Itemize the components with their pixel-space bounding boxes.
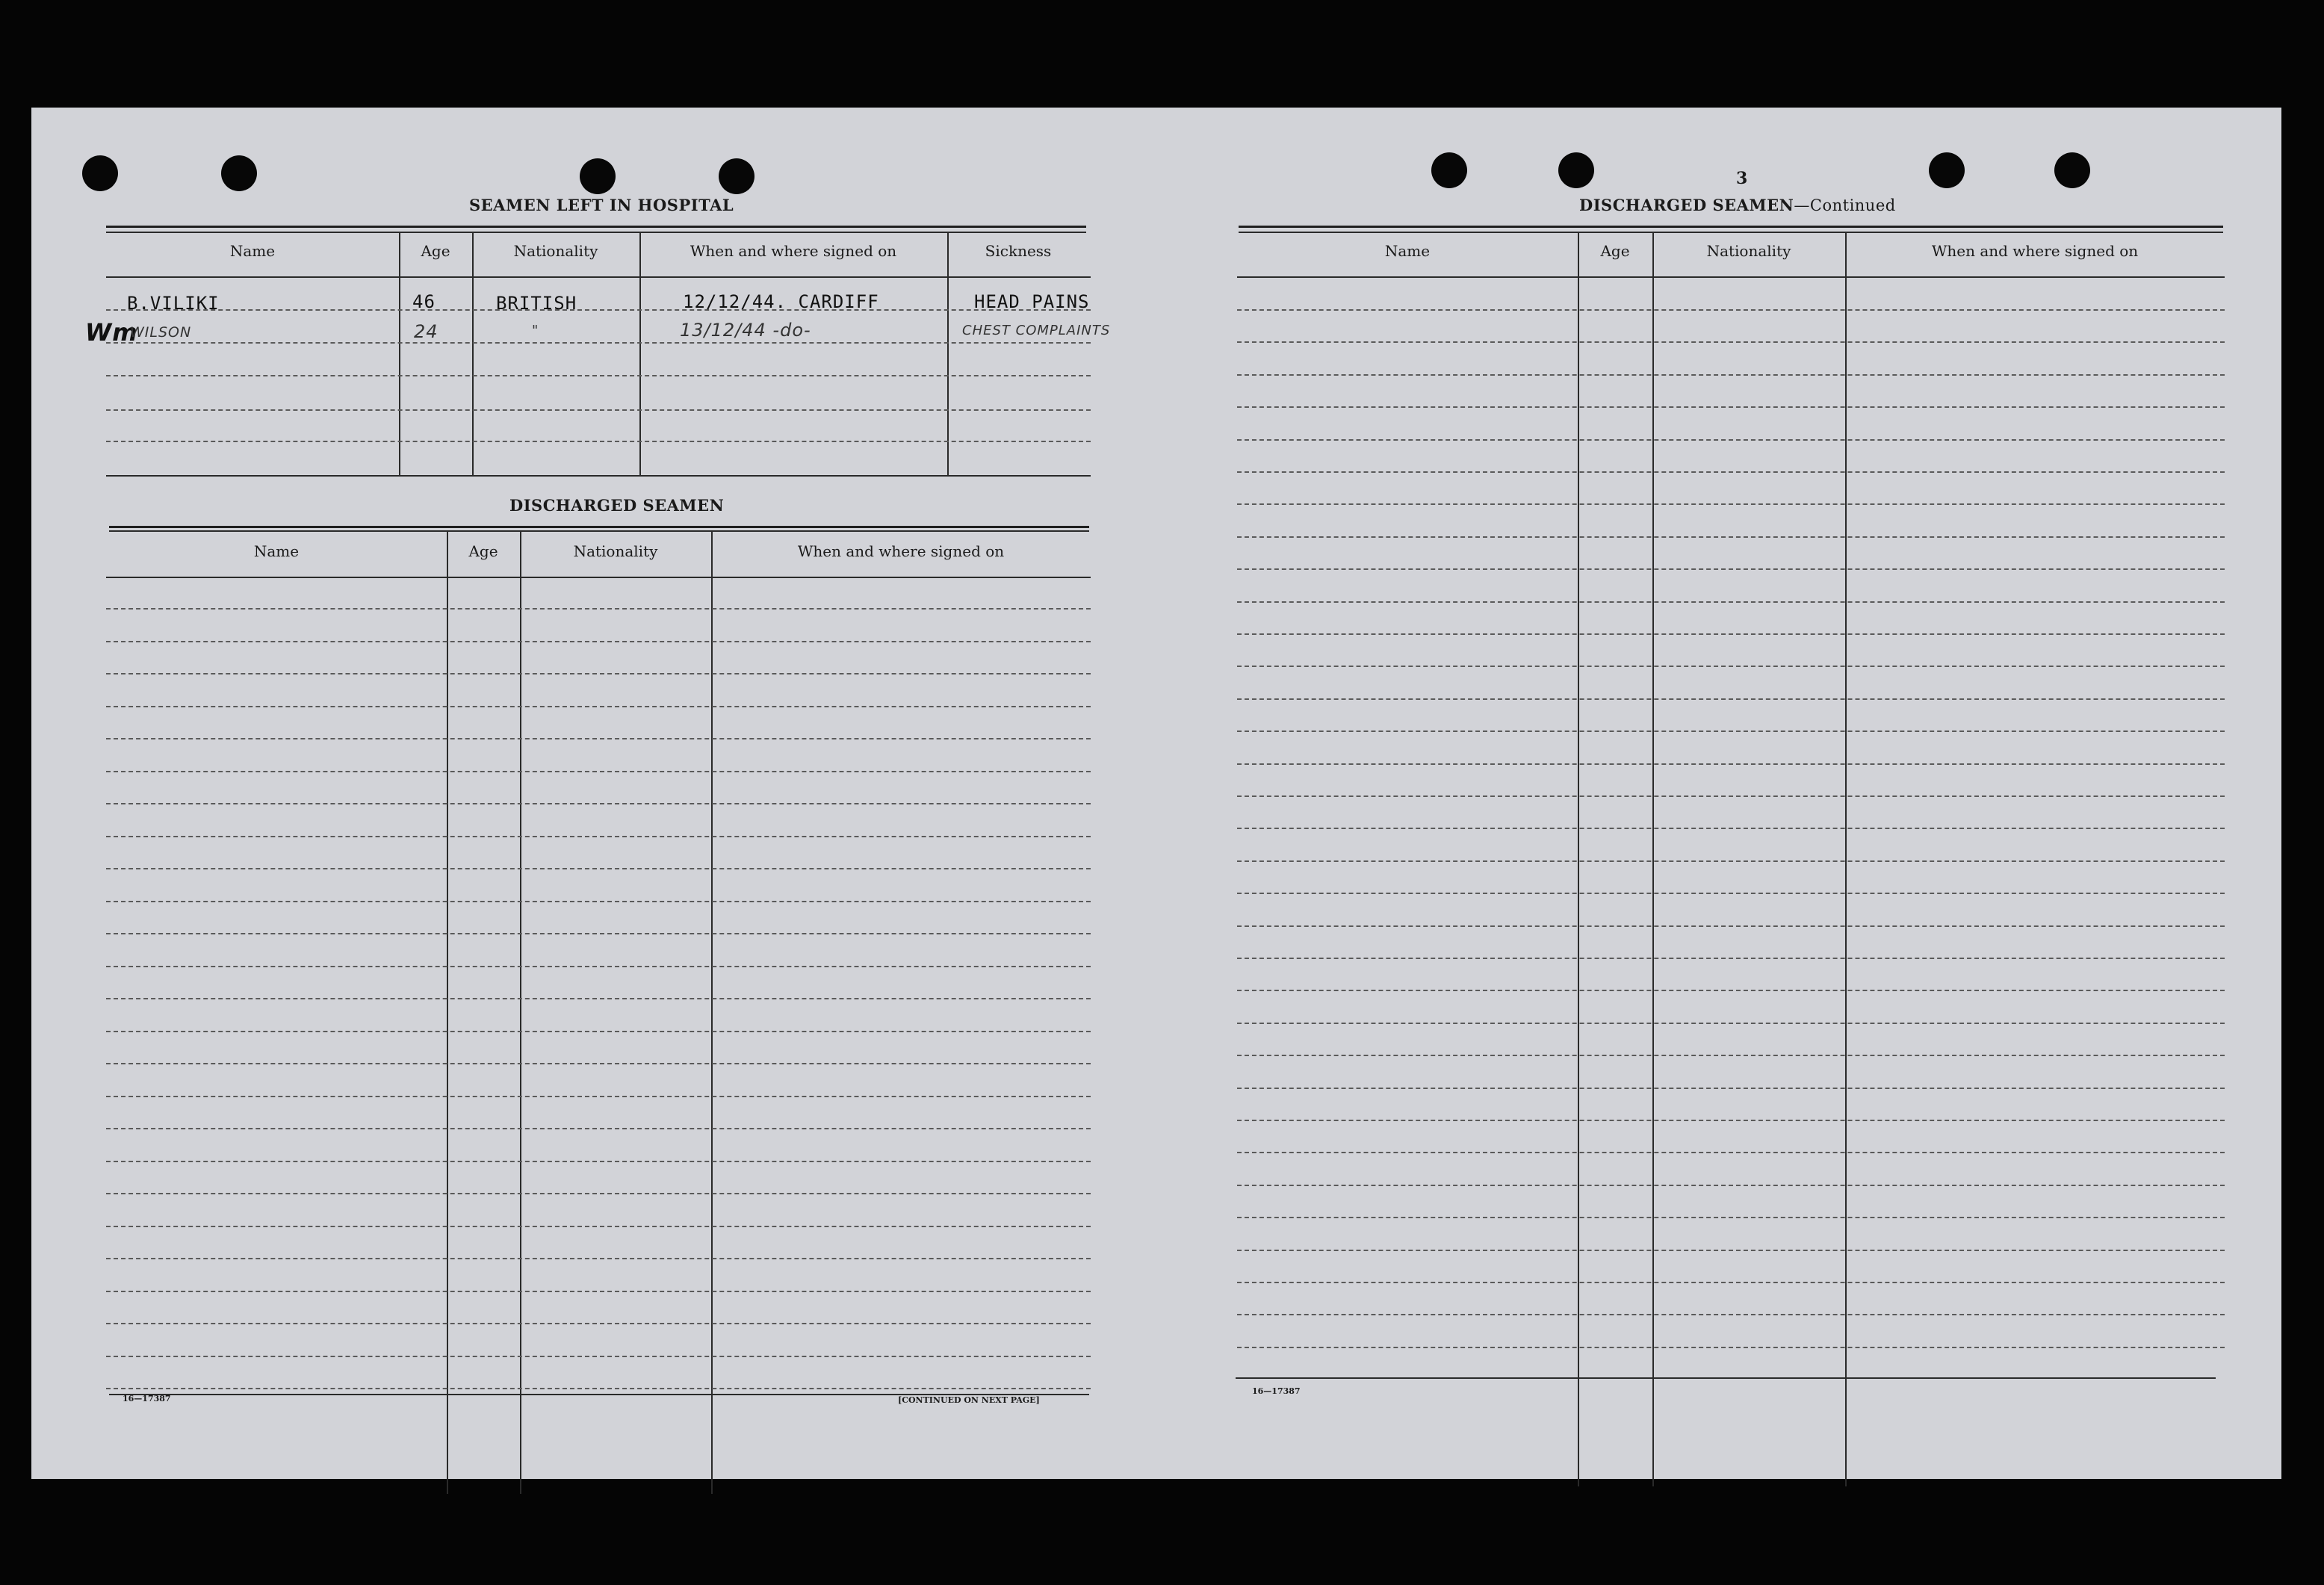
seaman-nationality: " (532, 323, 539, 338)
row-rule (1237, 795, 2225, 797)
row-rule (106, 608, 1091, 610)
row-rule (106, 342, 1091, 344)
seaman-age: 46 (412, 291, 436, 312)
row-rule (106, 1226, 1091, 1227)
row-rule (106, 706, 1091, 707)
punch-hole (2054, 152, 2090, 188)
seaman-sickness: CHEST COMPLAINTS (962, 323, 1111, 338)
row-rule (1237, 439, 2225, 441)
column-divider (1845, 232, 1847, 1486)
column-divider (1652, 232, 1654, 1486)
column-header-name: Name (1384, 242, 1431, 260)
seaman-nationality: BRITISH (496, 293, 577, 314)
row-rule (106, 441, 1091, 442)
row-rule (1237, 536, 2225, 538)
row-rule (1237, 633, 2225, 635)
row-rule (106, 409, 1091, 411)
row-rule (1237, 1023, 2225, 1024)
row-rule (1237, 1185, 2225, 1186)
seaman-sickness: HEAD PAINS (974, 291, 1090, 312)
row-rule (106, 933, 1091, 934)
row-rule (1237, 503, 2225, 505)
column-divider (639, 232, 641, 475)
hospital-section-title: SEAMEN LEFT IN HOSPITAL (469, 196, 734, 214)
row-rule (106, 1063, 1091, 1064)
column-header-signed-on: When and where signed on (797, 542, 1005, 560)
row-rule (106, 803, 1091, 804)
row-rule (106, 1193, 1091, 1194)
row-rule (106, 1356, 1091, 1357)
row-rule (1237, 1314, 2225, 1315)
page-number: 3 (1736, 169, 1748, 188)
column-header-name: Name (253, 542, 300, 560)
row-rule (1237, 828, 2225, 829)
discharged-continued-title (1579, 196, 1896, 214)
row-rule (1237, 925, 2225, 927)
row-rule (106, 1291, 1091, 1292)
column-header-nationality: Nationality (573, 542, 658, 560)
column-header-signed-on: When and where signed on (690, 242, 897, 260)
punch-hole (82, 155, 118, 191)
row-rule (106, 1161, 1091, 1162)
row-rule (1237, 698, 2225, 700)
column-header-nationality: Nationality (1706, 242, 1791, 260)
row-rule (1237, 1347, 2225, 1348)
column-header-age: Age (421, 242, 450, 260)
table-bottom-rule (106, 475, 1091, 477)
row-rule (106, 1128, 1091, 1129)
row-rule (1237, 1055, 2225, 1056)
row-rule (1237, 309, 2225, 311)
row-rule (106, 673, 1091, 674)
row-rule (106, 1258, 1091, 1259)
column-divider (1578, 232, 1579, 1486)
table-rule (106, 226, 1086, 228)
column-header-age: Age (468, 542, 498, 560)
row-rule (1237, 1152, 2225, 1153)
row-rule (1237, 666, 2225, 667)
table-rule (1239, 226, 2223, 228)
column-divider (947, 232, 949, 475)
row-rule (1237, 1088, 2225, 1089)
row-rule (106, 641, 1091, 642)
row-rule (1237, 860, 2225, 862)
discharged-section-title: DISCHARGED SEAMEN (509, 496, 725, 515)
column-divider (711, 530, 713, 1494)
row-rule (1237, 1120, 2225, 1121)
title-suffix: —Continued (1794, 196, 1896, 214)
column-divider (399, 232, 400, 475)
row-rule (1237, 731, 2225, 732)
column-divider (520, 530, 521, 1494)
punch-hole (719, 158, 754, 194)
column-divider (472, 232, 474, 475)
column-header-age: Age (1600, 242, 1630, 260)
row-rule (106, 309, 1091, 311)
row-rule (1237, 1250, 2225, 1251)
column-header-signed-on: When and where signed on (1931, 242, 2139, 260)
column-header-sickness: Sickness (985, 242, 1052, 260)
row-rule (1237, 763, 2225, 765)
row-rule (106, 901, 1091, 902)
row-rule (106, 1388, 1091, 1389)
row-rule (106, 1031, 1091, 1032)
table-rule (109, 530, 1089, 532)
table-rule (109, 526, 1089, 528)
table-rule (1239, 232, 2223, 233)
row-rule (106, 1096, 1091, 1097)
row-rule (106, 1323, 1091, 1324)
row-rule (1237, 893, 2225, 894)
row-rule (1237, 1282, 2225, 1283)
punch-hole (221, 155, 257, 191)
header-rule (106, 276, 1091, 278)
row-rule (1237, 958, 2225, 959)
title-main: DISCHARGED SEAMEN (1579, 196, 1794, 214)
column-divider (447, 530, 448, 1494)
column-header-name: Name (229, 242, 276, 260)
punch-hole (580, 158, 616, 194)
header-rule (1237, 276, 2225, 278)
column-header-nationality: Nationality (513, 242, 598, 260)
punch-hole (1431, 152, 1467, 188)
table-bottom-rule (1236, 1377, 2216, 1379)
document-sheet (31, 108, 2281, 1479)
row-rule (106, 375, 1091, 376)
row-rule (1237, 568, 2225, 570)
punch-hole (1929, 152, 1965, 188)
form-code: 16—17387 (123, 1394, 171, 1403)
row-rule (1237, 374, 2225, 376)
seaman-name: WILSON (130, 324, 192, 341)
row-rule (106, 738, 1091, 739)
seaman-age: 24 (414, 321, 439, 342)
row-rule (1237, 601, 2225, 603)
row-rule (106, 836, 1091, 837)
continued-note: [CONTINUED ON NEXT PAGE] (898, 1395, 1040, 1405)
row-rule (1237, 406, 2225, 408)
row-rule (106, 998, 1091, 999)
row-rule (1237, 1217, 2225, 1218)
row-rule (1237, 341, 2225, 343)
row-rule (1237, 990, 2225, 991)
row-rule (1237, 471, 2225, 473)
seaman-signed-on: 13/12/44 -do- (680, 320, 811, 341)
table-rule (106, 232, 1086, 233)
header-rule (106, 577, 1091, 578)
seaman-signed-on: 12/12/44. CARDIFF (683, 291, 879, 312)
row-rule (106, 966, 1091, 967)
seaman-name-prefix: Wm (85, 318, 138, 347)
form-code: 16—17387 (1252, 1386, 1301, 1396)
row-rule (106, 771, 1091, 772)
row-rule (106, 868, 1091, 869)
seaman-name: B.VILIKI (127, 293, 220, 314)
punch-hole (1558, 152, 1594, 188)
